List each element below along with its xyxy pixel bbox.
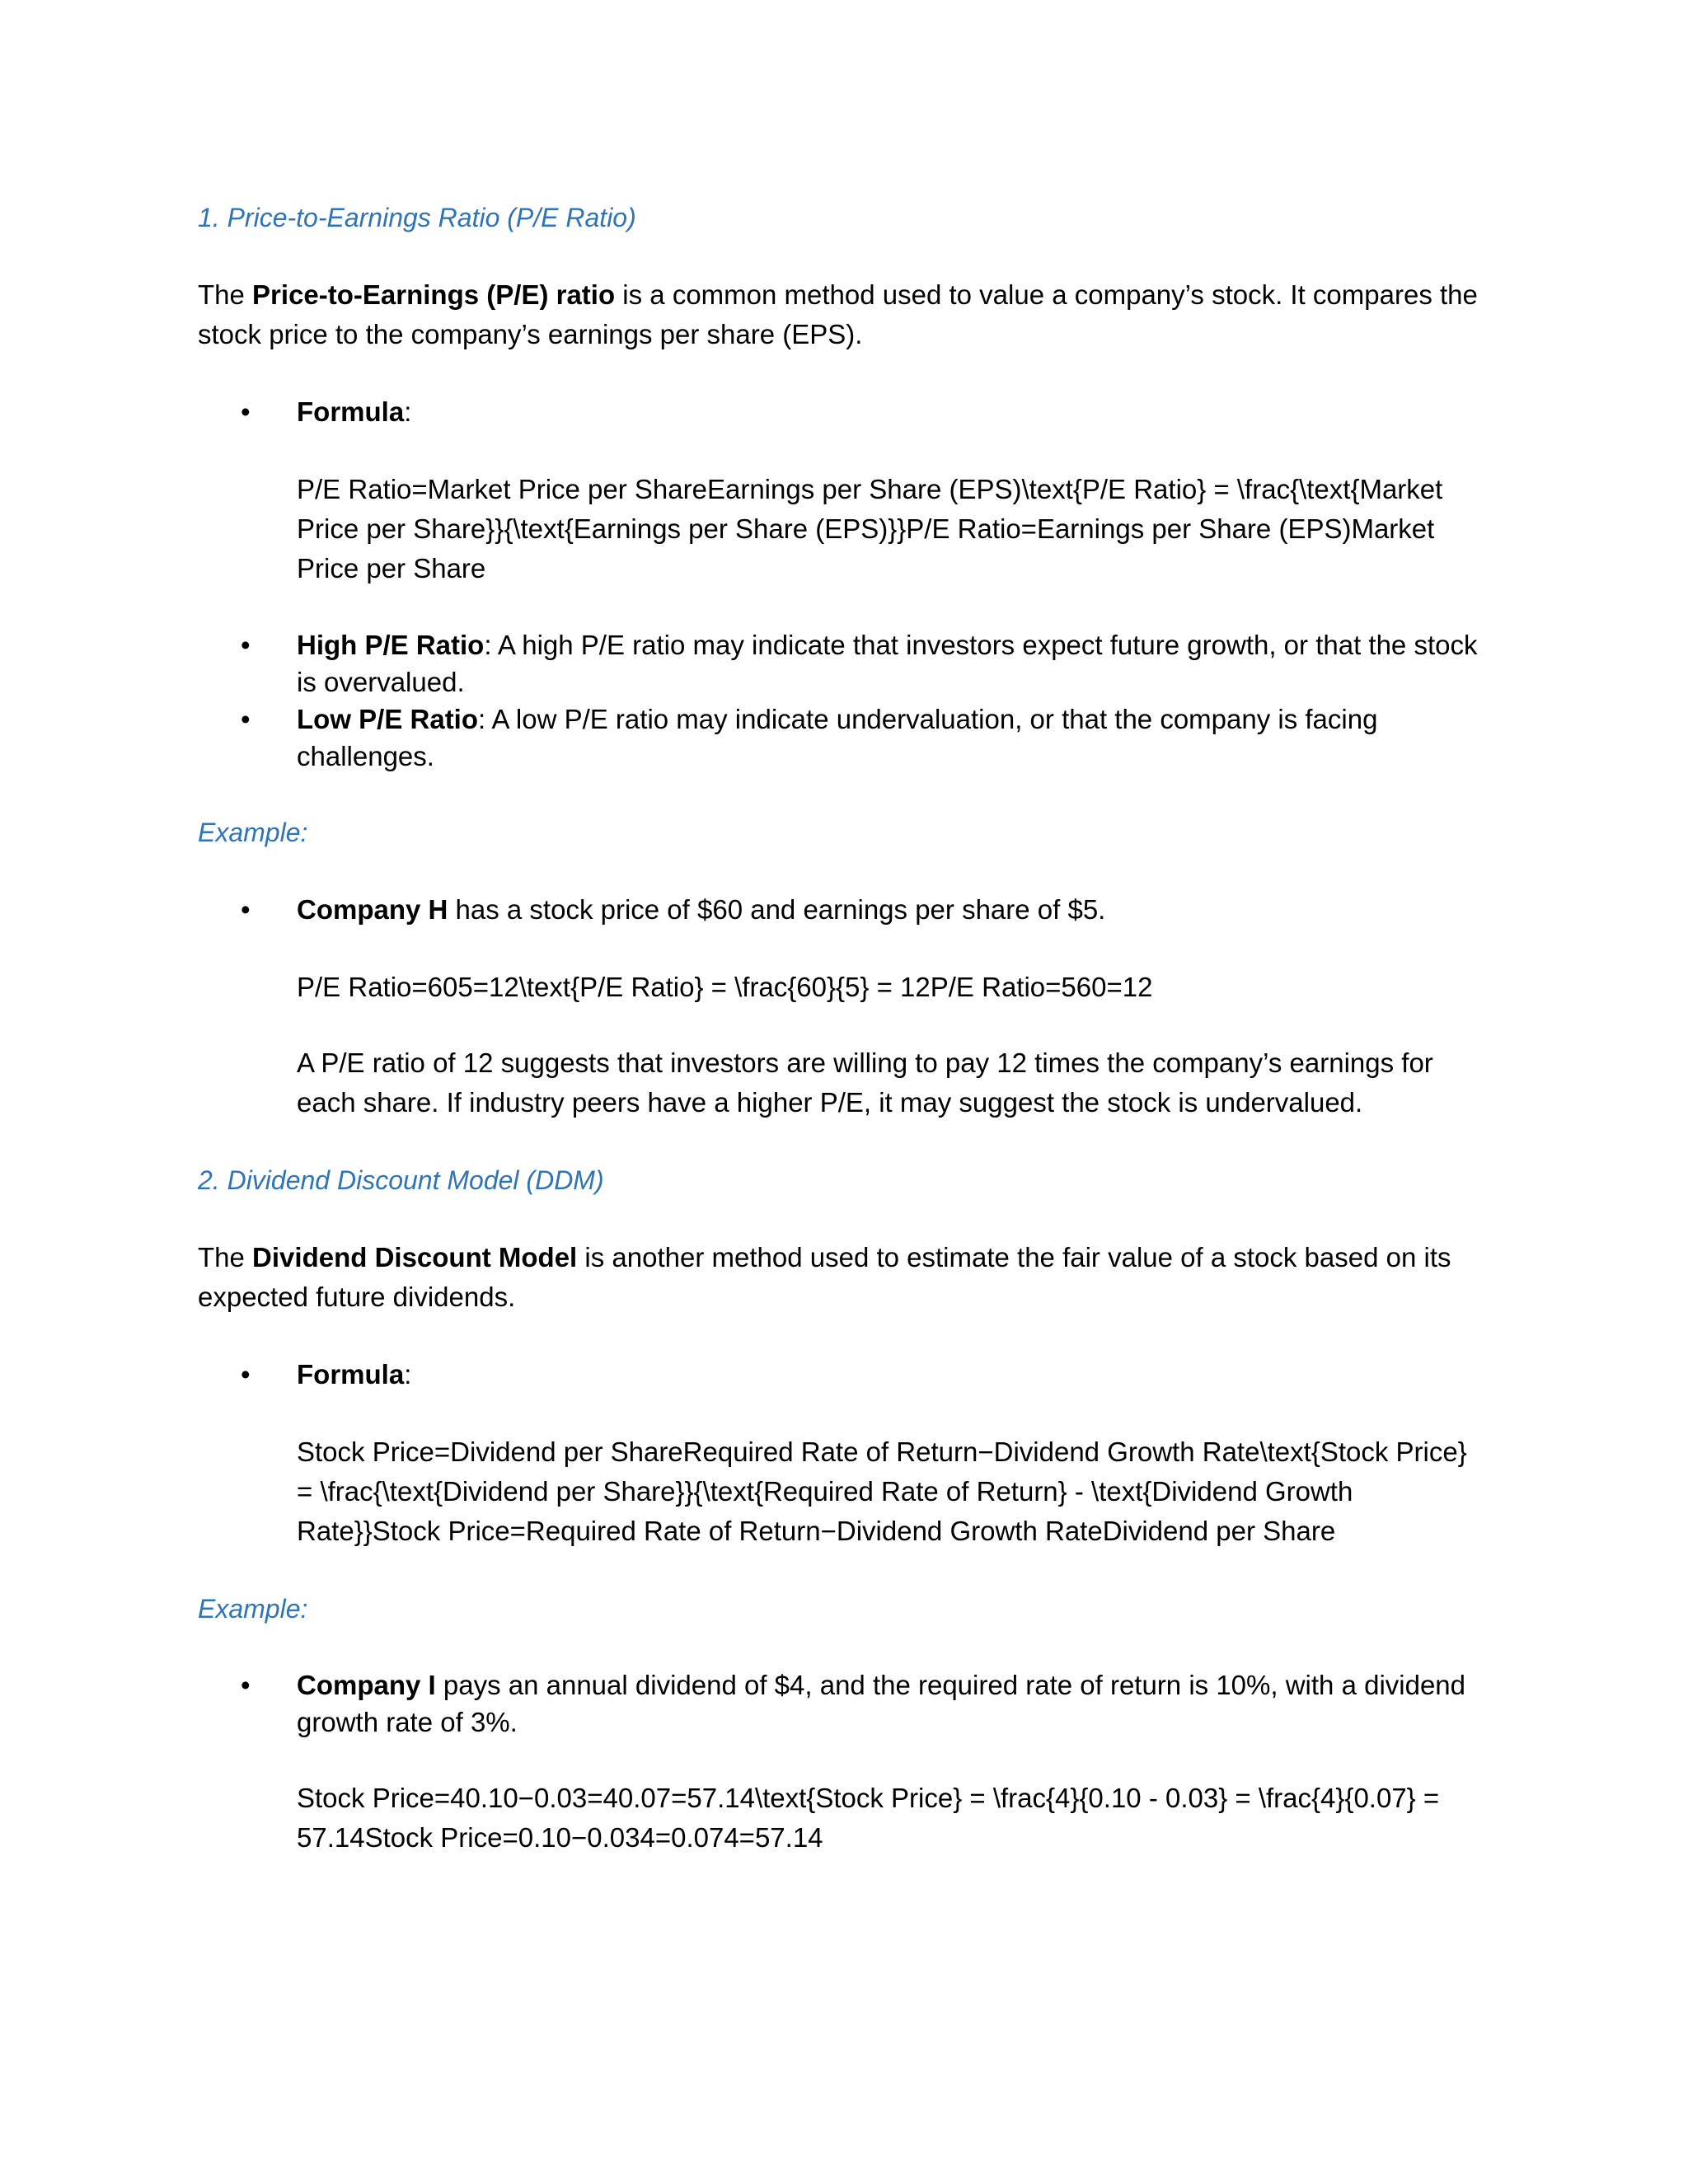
formula-label: Formula — [297, 396, 405, 427]
intro-prefix: The — [198, 1242, 253, 1272]
bullet-icon: • — [241, 396, 251, 427]
bullet-icon: • — [241, 630, 251, 660]
formula-bullet — [198, 392, 1484, 432]
example-2-heading: Example: — [198, 1594, 308, 1624]
company-h-bullet — [198, 890, 1484, 930]
section-1-heading: 1. Price-to-Earnings Ratio (P/E Ratio) — [198, 203, 636, 232]
document-body — [198, 198, 1484, 1896]
section-2-heading: 2. Dividend Discount Model (DDM) — [198, 1165, 604, 1195]
intro-term: Price-to-Earnings (P/E) ratio — [252, 279, 616, 310]
company-i-label: Company I — [297, 1670, 436, 1700]
intro-rest: is another method used to estimate the fair value of a stock based on its expected future dividends. — [198, 1242, 1451, 1312]
formula-label: Formula — [297, 1359, 405, 1390]
low-pe-text: : A low P/E ratio may indicate undervaluation, or that the company is facing challenges. — [297, 704, 1378, 771]
section-1-intro — [198, 275, 1484, 354]
high-pe-text: : A high P/E ratio may indicate that investors expect future growth, or that the stock is overvalued. — [297, 630, 1478, 697]
high-pe-label: High P/E Ratio — [297, 630, 485, 660]
ddm-example-formula: Stock Price=40.10−0.03=40.07=57.14\text{Stock Price} = \frac{4}{0.10 - 0.03} = \frac{4}{0.07} = 57.14Stock Price=0.10−0.034=0.074=57.14 — [297, 1783, 1440, 1853]
low-pe-label: Low P/E Ratio — [297, 704, 479, 734]
company-i-text: pays an annual dividend of $4, and the required rate of return is 10%, with a dividend growth rate of 3%. — [297, 1670, 1466, 1737]
intro-prefix: The — [198, 279, 253, 310]
low-pe-bullet — [198, 701, 1484, 775]
bullet-icon: • — [241, 704, 251, 734]
formula-colon: : — [404, 396, 412, 427]
bullet-icon: • — [241, 1359, 251, 1390]
pe-formula-text: P/E Ratio=Market Price per ShareEarnings per Share (EPS)\text{P/E Ratio} = \frac{\text{Market Price per Share}}{\text{Earnings per Share (EPS)}}P/E Ratio=Earnings per Share (EPS)Market Price per Share — [297, 474, 1443, 583]
formula-colon: : — [404, 1359, 412, 1390]
high-pe-bullet — [198, 626, 1484, 701]
pe-example-explanation: A P/E ratio of 12 suggests that investors are willing to pay 12 times the company’s earnings for each share. If industry peers have a higher P/E, it may suggest the stock is undervalued. — [297, 1047, 1433, 1118]
bullet-icon: • — [241, 1670, 251, 1700]
example-1-heading: Example: — [198, 818, 308, 847]
intro-rest: is a common method used to value a company’s stock. It compares the stock price to the company’s earnings per share (EPS). — [198, 279, 1478, 349]
company-h-label: Company H — [297, 894, 448, 925]
section-2-intro — [198, 1238, 1484, 1317]
bullet-icon: • — [241, 894, 251, 925]
ddm-formula-text: Stock Price=Dividend per ShareRequired Rate of Return−Dividend Growth Rate\text{Stock Price} = \frac{\text{Dividend per Share}}{\text{Required Rate of Return} - \text{Dividend Growth Rate}}Stock Price=Required Rate of Return−Dividend Growth RateDividend per Share — [297, 1436, 1467, 1546]
company-i-bullet — [198, 1666, 1484, 1741]
intro-term: Dividend Discount Model — [252, 1242, 578, 1272]
company-h-text: has a stock price of $60 and earnings per share of $5. — [448, 894, 1106, 925]
ddm-formula-bullet — [198, 1355, 1484, 1394]
pe-example-formula: P/E Ratio=605=12\text{P/E Ratio} = \frac{60}{5} = 12P/E Ratio=560=12 — [297, 972, 1153, 1002]
